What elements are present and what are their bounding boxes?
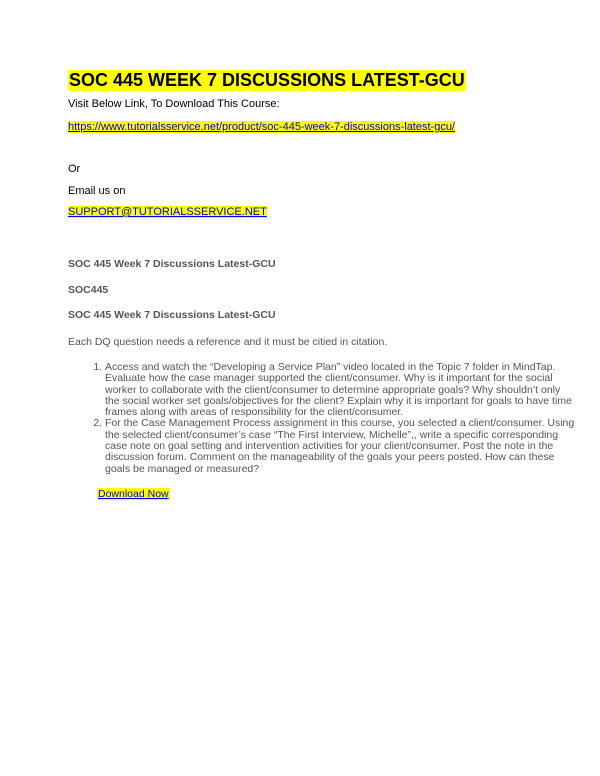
section-heading-1: SOC 445 Week 7 Discussions Latest-GCU: [68, 258, 276, 270]
section-heading-3: SOC 445 Week 7 Discussions Latest-GCU: [68, 309, 276, 321]
visit-instructions: Visit Below Link, To Download This Course:: [68, 98, 280, 110]
or-text: Or: [68, 163, 81, 175]
section-heading-2: SOC445: [68, 284, 109, 296]
course-link[interactable]: https://www.tutorialsservice.net/product/soc-445-week-7-discussions-latest-gcu/: [68, 121, 455, 133]
page-title: SOC 445 WEEK 7 DISCUSSIONS LATEST-GCU: [69, 70, 465, 90]
list-item: 2. For the Case Management Process assignment in this course, you selected a client/consumer. Using the selected client/consumer’s case “The First Interview, Michelle”,, write a specific corresponding case note on goal setting and intervention activities for your client/consumer. Post the note in the discussion forum. Comment on the manageability of the goals your peers posted. How can these goals be managed or measured?: [105, 418, 575, 474]
email-label: Email us on: [68, 185, 126, 197]
list-item: 1. Access and watch the “Developing a Service Plan” video located in the Topic 7 folder in MindTap. Evaluate how the case manager supported the client/consumer. Why is it important for the social worker to collaborate with the client/consumer to determine appropriate goals? Why shouldn’t only the social worker set goals/objectives for the client? Explain why it is important for goals to have time frames along with areas of responsibility for the client/consumer.: [105, 362, 575, 418]
intro-text: Each DQ question needs a reference and it must be citied in citation.: [68, 336, 388, 348]
download-now-link[interactable]: Download Now: [98, 488, 169, 500]
question-list: [78, 362, 575, 475]
support-email-link[interactable]: SUPPORT@TUTORIALSSERVICE.NET: [68, 206, 267, 218]
